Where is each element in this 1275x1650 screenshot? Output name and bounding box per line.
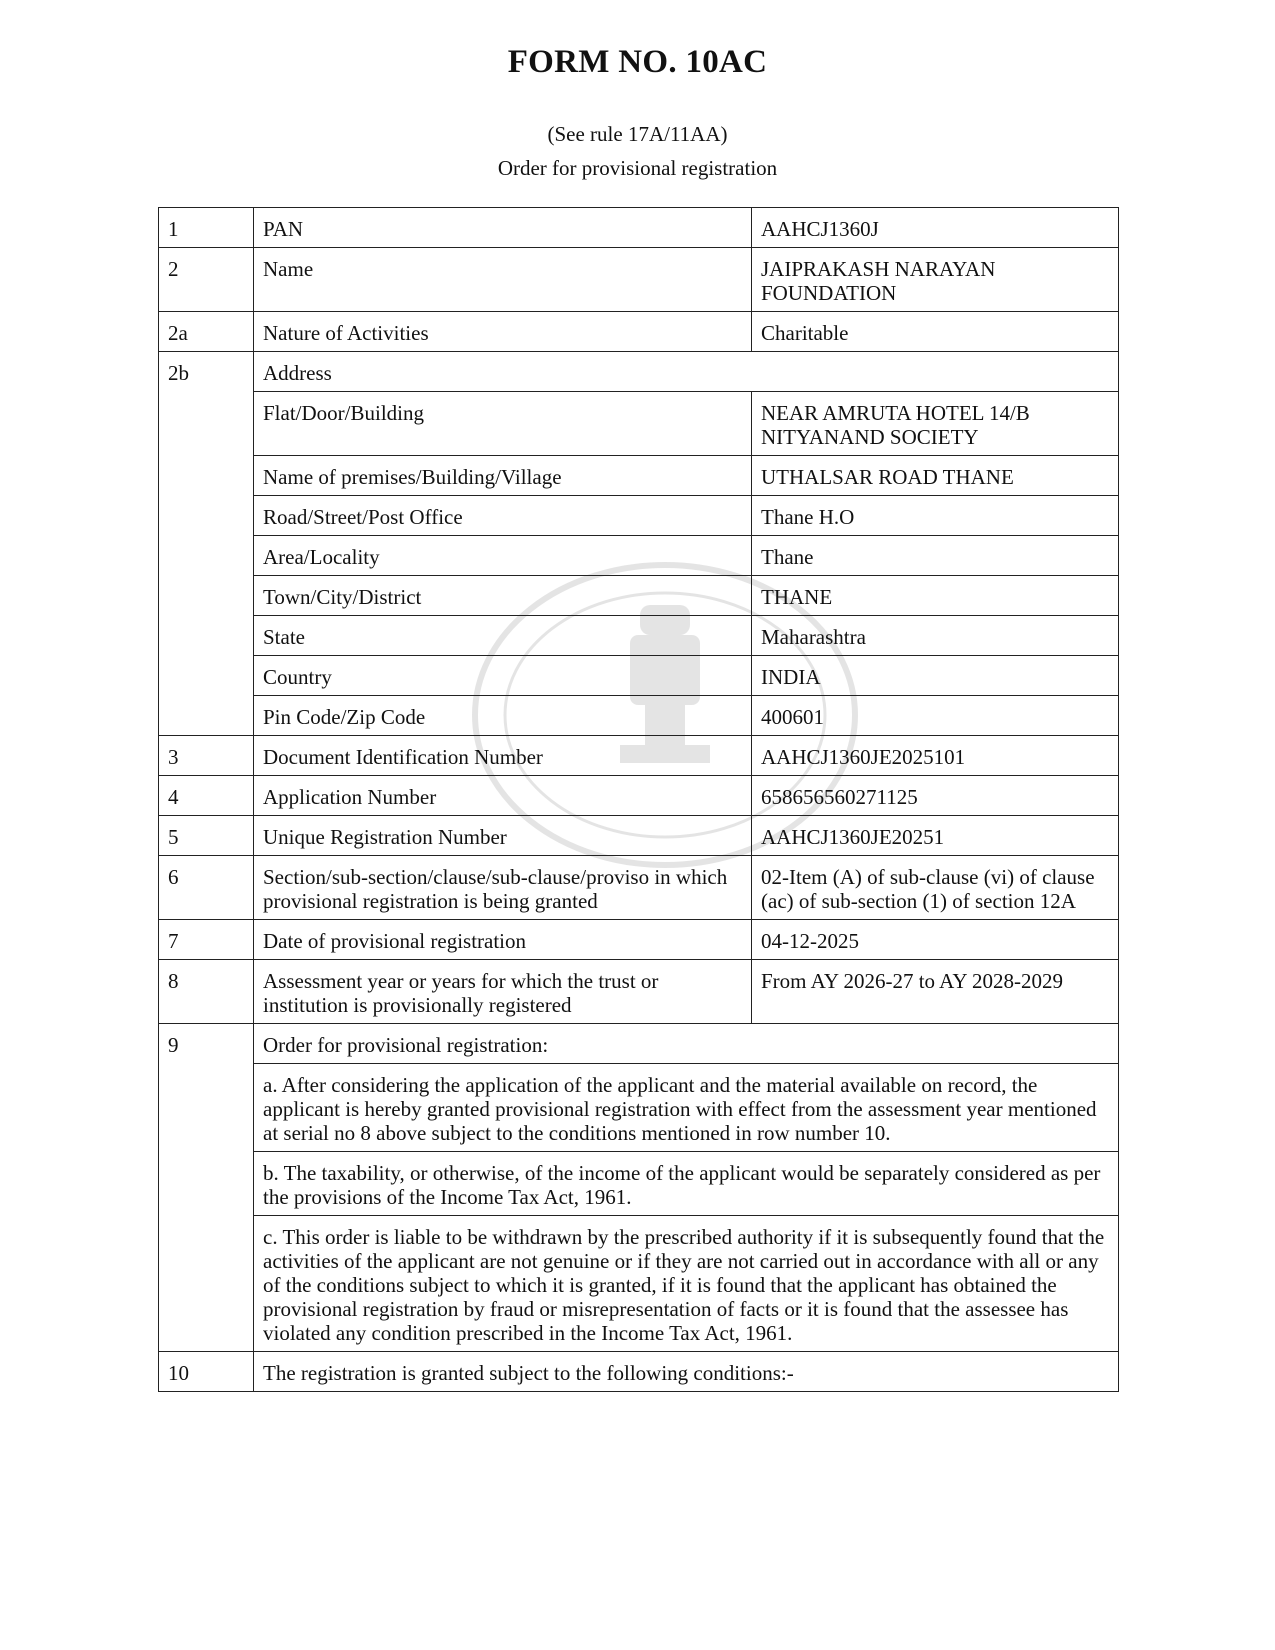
field-value: Charitable (752, 312, 1119, 352)
field-value: Thane H.O (752, 496, 1119, 536)
row-number: 7 (159, 920, 254, 960)
field-value: JAIPRAKASH NARAYAN FOUNDATION (752, 248, 1119, 312)
field-label: Order for provisional registration: (254, 1024, 1119, 1064)
row-number: 8 (159, 960, 254, 1024)
table-row (159, 1352, 1119, 1392)
order-clause-a: a. After considering the application of the applicant and the material available on record, the applicant is hereby granted provisional registration with effect from the assessment year mentioned at serial no 8 above subject to the conditions mentioned in row number 10. (254, 1064, 1119, 1152)
table-row (159, 312, 1119, 352)
table-row (159, 920, 1119, 960)
table-row (159, 776, 1119, 816)
table-row (159, 536, 1119, 576)
field-value: THANE (752, 576, 1119, 616)
row-number: 2 (159, 248, 254, 312)
field-label: Date of provisional registration (254, 920, 752, 960)
table-row (159, 1216, 1119, 1352)
field-label: Assessment year or years for which the trust or institution is provisionally registered (254, 960, 752, 1024)
row-number: 3 (159, 736, 254, 776)
table-row (159, 576, 1119, 616)
row-number: 1 (159, 208, 254, 248)
field-label: Road/Street/Post Office (254, 496, 752, 536)
table-row (159, 496, 1119, 536)
table-row (159, 456, 1119, 496)
field-label: Flat/Door/Building (254, 392, 752, 456)
field-value: Maharashtra (752, 616, 1119, 656)
table-row (159, 248, 1119, 312)
field-label: Country (254, 656, 752, 696)
row-number: 10 (159, 1352, 254, 1392)
row-number: 2b (159, 352, 254, 736)
field-label: Area/Locality (254, 536, 752, 576)
form-subtitle: Order for provisional registration (497, 156, 778, 180)
table-row (159, 352, 1119, 392)
row-number: 4 (159, 776, 254, 816)
table-row (159, 960, 1119, 1024)
field-label: Nature of Activities (254, 312, 752, 352)
table-row (159, 1024, 1119, 1064)
table-row (159, 392, 1119, 456)
field-value: From AY 2026-27 to AY 2028-2029 (752, 960, 1119, 1024)
field-label: Town/City/District (254, 576, 752, 616)
field-value: AAHCJ1360JE2025101 (752, 736, 1119, 776)
field-label: Address (254, 352, 1119, 392)
field-value: AAHCJ1360JE20251 (752, 816, 1119, 856)
field-label: Application Number (254, 776, 752, 816)
field-label: PAN (254, 208, 752, 248)
form-title: FORM NO. 10AC (507, 44, 768, 80)
row-number: 9 (159, 1024, 254, 1352)
row-number: 6 (159, 856, 254, 920)
field-value: Thane (752, 536, 1119, 576)
table-row (159, 736, 1119, 776)
field-value: NEAR AMRUTA HOTEL 14/B NITYANAND SOCIETY (752, 392, 1119, 456)
field-value: UTHALSAR ROAD THANE (752, 456, 1119, 496)
field-label: State (254, 616, 752, 656)
field-label: Pin Code/Zip Code (254, 696, 752, 736)
rule-reference: (See rule 17A/11AA) (547, 122, 728, 146)
field-value: 658656560271125 (752, 776, 1119, 816)
field-label: Document Identification Number (254, 736, 752, 776)
field-label: The registration is granted subject to the following conditions:- (254, 1352, 1119, 1392)
order-clause-c: c. This order is liable to be withdrawn by the prescribed authority if it is subsequently found that the activities of the applicant are not genuine or if they are not carried out in accordance with all or any of the conditions subject to which it is granted, if it is found that the applicant has obtained the provisional registration by fraud or misrepresentation of facts or it is found that the assessee has violated any condition prescribed in the Income Tax Act, 1961. (254, 1216, 1119, 1352)
table-row (159, 1064, 1119, 1152)
table-row (159, 208, 1119, 248)
field-label: Name of premises/Building/Village (254, 456, 752, 496)
table-row (159, 696, 1119, 736)
field-value: 04-12-2025 (752, 920, 1119, 960)
table-row (159, 856, 1119, 920)
row-number: 5 (159, 816, 254, 856)
field-value: AAHCJ1360J (752, 208, 1119, 248)
registration-details-table (158, 207, 1119, 1392)
field-label: Unique Registration Number (254, 816, 752, 856)
field-value: 02-Item (A) of sub-clause (vi) of clause (ac) of sub-section (1) of section 12A (752, 856, 1119, 920)
table-row (159, 616, 1119, 656)
table-row (159, 656, 1119, 696)
field-label: Name (254, 248, 752, 312)
field-label: Section/sub-section/clause/sub-clause/proviso in which provisional registration is being granted (254, 856, 752, 920)
table-row (159, 816, 1119, 856)
row-number: 2a (159, 312, 254, 352)
table-row (159, 1152, 1119, 1216)
field-value: 400601 (752, 696, 1119, 736)
order-clause-b: b. The taxability, or otherwise, of the income of the applicant would be separately considered as per the provisions of the Income Tax Act, 1961. (254, 1152, 1119, 1216)
field-value: INDIA (752, 656, 1119, 696)
